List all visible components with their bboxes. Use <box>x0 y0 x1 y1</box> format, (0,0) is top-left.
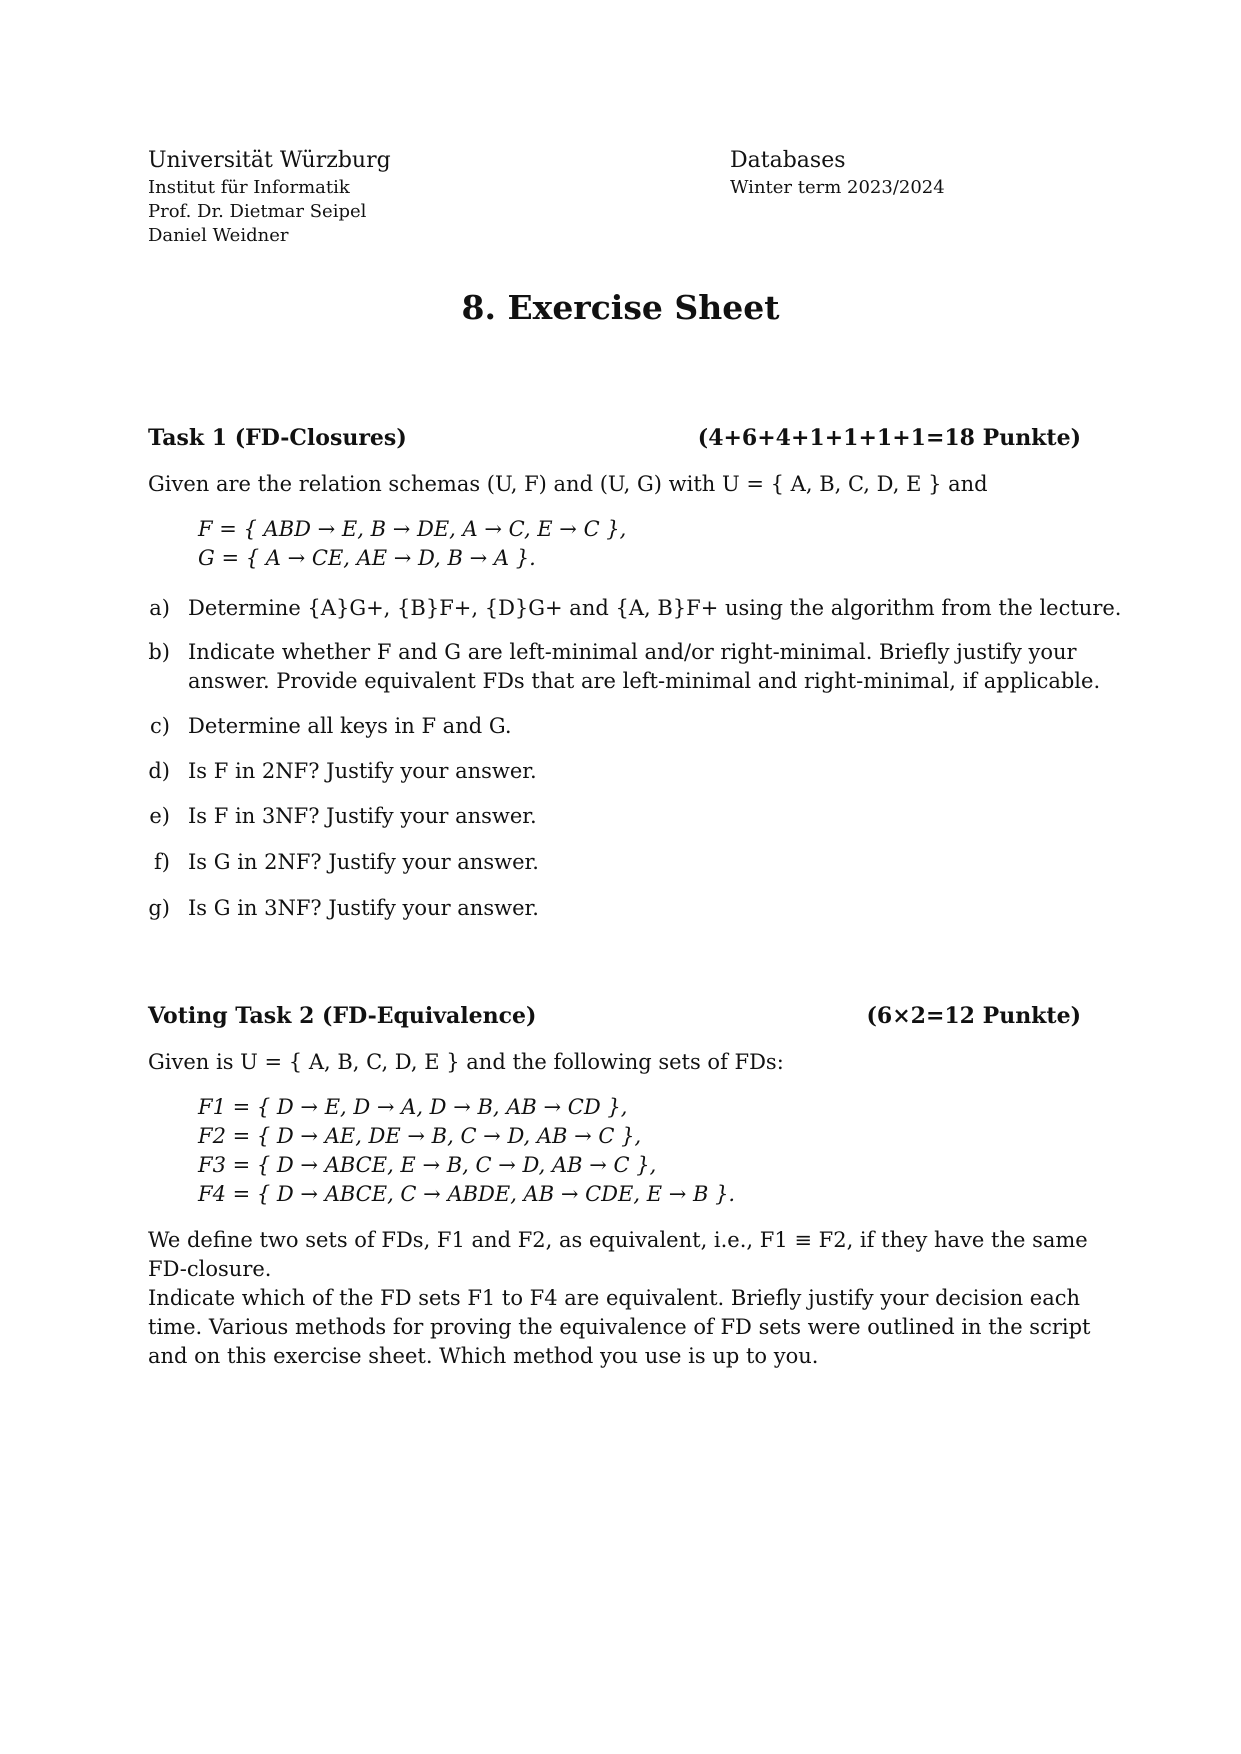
task2-fd-F3: F3 = { D → ABCE, E → B, C → D, AB → C }, <box>198 1153 657 1177</box>
university-name: Universität Würzburg <box>148 148 391 173</box>
task1-intro: Given are the relation schemas (U, F) and (U, G) with U = { A, B, C, D, E } and <box>148 472 988 496</box>
term: Winter term 2023/2024 <box>730 177 945 198</box>
assistant-name: Daniel Weidner <box>148 225 289 246</box>
task2-heading: Voting Task 2 (FD-Equivalence) <box>148 1003 537 1029</box>
task2-paragraph-line: FD-closure. <box>148 1257 272 1281</box>
task1-points: (4+6+4+1+1+1+1=18 Punkte) <box>697 425 1081 451</box>
list-item-text: Is G in 2NF? Justify your answer. <box>188 850 539 874</box>
list-item-text-continued: answer. Provide equivalent FDs that are left-minimal and right-minimal, if applicable. <box>188 669 1101 693</box>
task2-intro: Given is U = { A, B, C, D, E } and the following sets of FDs: <box>148 1050 784 1074</box>
list-item-text: Is G in 3NF? Justify your answer. <box>188 896 539 920</box>
task1-fd-G: G = { A → CE, AE → D, B → A }. <box>198 546 536 570</box>
list-item-label: d) <box>148 759 170 783</box>
task2-fd-F2: F2 = { D → AE, DE → B, C → D, AB → C }, <box>198 1124 642 1148</box>
task2-paragraph-line: time. Various methods for proving the equivalence of FD sets were outlined in the script <box>148 1315 1091 1339</box>
list-item-text: Determine all keys in F and G. <box>188 714 512 738</box>
task2-points: (6×2=12 Punkte) <box>866 1003 1081 1029</box>
task2-fd-F4: F4 = { D → ABCE, C → ABDE, AB → CDE, E → B }. <box>198 1182 736 1206</box>
institute-name: Institut für Informatik <box>148 177 350 198</box>
list-item-label: g) <box>148 896 170 920</box>
list-item-text: Indicate whether F and G are left-minimal and/or right-minimal. Briefly justify your <box>188 640 1077 664</box>
task2-paragraph-line: and on this exercise sheet. Which method you use is up to you. <box>148 1344 819 1368</box>
list-item-text: Is F in 2NF? Justify your answer. <box>188 759 537 783</box>
course-name: Databases <box>730 148 846 173</box>
task2-paragraph-line: We define two sets of FDs, F1 and F2, as equivalent, i.e., F1 ≡ F2, if they have the same <box>148 1228 1088 1252</box>
task1-fd-F: F = { ABD → E, B → DE, A → C, E → C }, <box>198 517 627 541</box>
list-item-label: a) <box>149 596 170 620</box>
task2-fd-F1: F1 = { D → E, D → A, D → B, AB → CD }, <box>198 1095 628 1119</box>
list-item-label: c) <box>150 714 170 738</box>
task1-heading: Task 1 (FD-Closures) <box>148 425 407 451</box>
task2-paragraph-line: Indicate which of the FD sets F1 to F4 are equivalent. Briefly justify your decision each <box>148 1286 1081 1310</box>
list-item-text: Is F in 3NF? Justify your answer. <box>188 804 537 828</box>
professor-name: Prof. Dr. Dietmar Seipel <box>148 201 367 222</box>
page-title: 8. Exercise Sheet <box>461 288 780 327</box>
list-item-label: e) <box>149 804 170 828</box>
list-item-label: b) <box>148 640 170 664</box>
list-item-text: Determine {A}G+, {B}F+, {D}G+ and {A, B}F+ using the algorithm from the lecture. <box>188 596 1122 620</box>
list-item-label: f) <box>154 850 170 874</box>
